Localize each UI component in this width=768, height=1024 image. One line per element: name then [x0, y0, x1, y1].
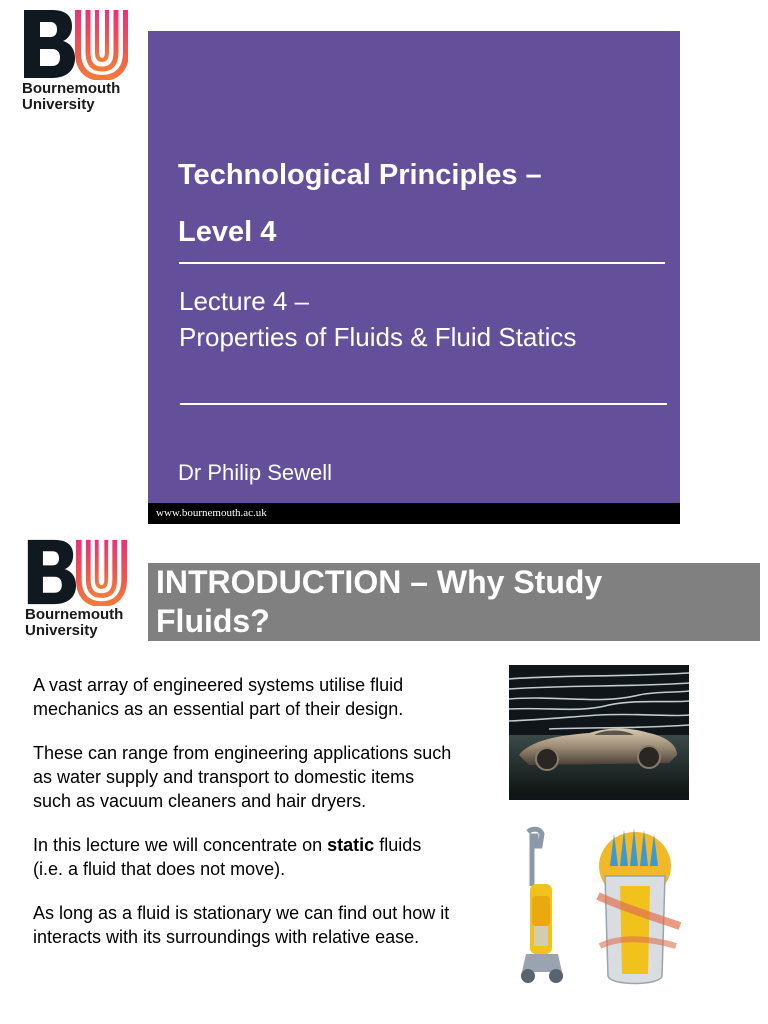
paragraph-text: fluids (i.e. a fluid that does not move). — [33, 835, 422, 879]
title-slide — [148, 31, 680, 524]
logo-university-name — [22, 81, 132, 113]
bu-logo-mark — [22, 8, 128, 80]
logo-name-line2: University — [25, 622, 98, 639]
lecture-number: Lecture 4 – — [179, 286, 310, 316]
emphasis-static: static — [327, 835, 375, 855]
bu-logo — [25, 538, 135, 639]
intro-header-bar — [148, 563, 760, 641]
logo-name-line1: Bournemouth — [25, 606, 124, 623]
bu-logo — [22, 8, 132, 113]
lecture-subtitle — [179, 283, 669, 355]
vacuum-cleaner-photo — [510, 826, 690, 992]
intro-title-line1: INTRODUCTION – Why Study — [156, 564, 603, 600]
footer-url-link[interactable]: www.bournemouth.ac.uk — [156, 507, 267, 519]
logo-name-line2: University — [22, 96, 95, 113]
slide-title — [178, 147, 658, 261]
intro-title-line2: Fluids? — [156, 603, 270, 639]
footer-bar — [148, 503, 680, 524]
slide-title-line1: Technological Principles – — [178, 159, 542, 191]
car-wind-tunnel-photo — [509, 665, 689, 800]
logo-university-name — [25, 607, 135, 639]
author-name: Dr Philip Sewell — [178, 460, 333, 485]
paragraph-text: In this lecture we will concentrate on — [33, 835, 328, 855]
paragraph-engineered-systems: A vast array of engineered systems utilise fluid mechanics as an essential part of their design. — [33, 675, 404, 719]
slide-title-line2: Level 4 — [178, 216, 277, 248]
paragraph-applications: These can range from engineering applications such as water supply and transport to domestic items such as vacuum cleaners and hair dryers. — [33, 743, 452, 811]
lecture-topic: Properties of Fluids & Fluid Statics — [179, 322, 577, 352]
divider-line — [179, 262, 665, 264]
logo-name-line1: Bournemouth — [22, 80, 121, 97]
paragraph-static-fluids — [33, 833, 453, 881]
divider-line — [180, 403, 667, 405]
intro-body — [33, 673, 453, 969]
intro-title — [156, 563, 756, 641]
bu-logo-mark — [25, 538, 127, 606]
paragraph-stationary: As long as a fluid is stationary we can find out how it interacts with its surroundings with relative ease. — [33, 903, 450, 947]
